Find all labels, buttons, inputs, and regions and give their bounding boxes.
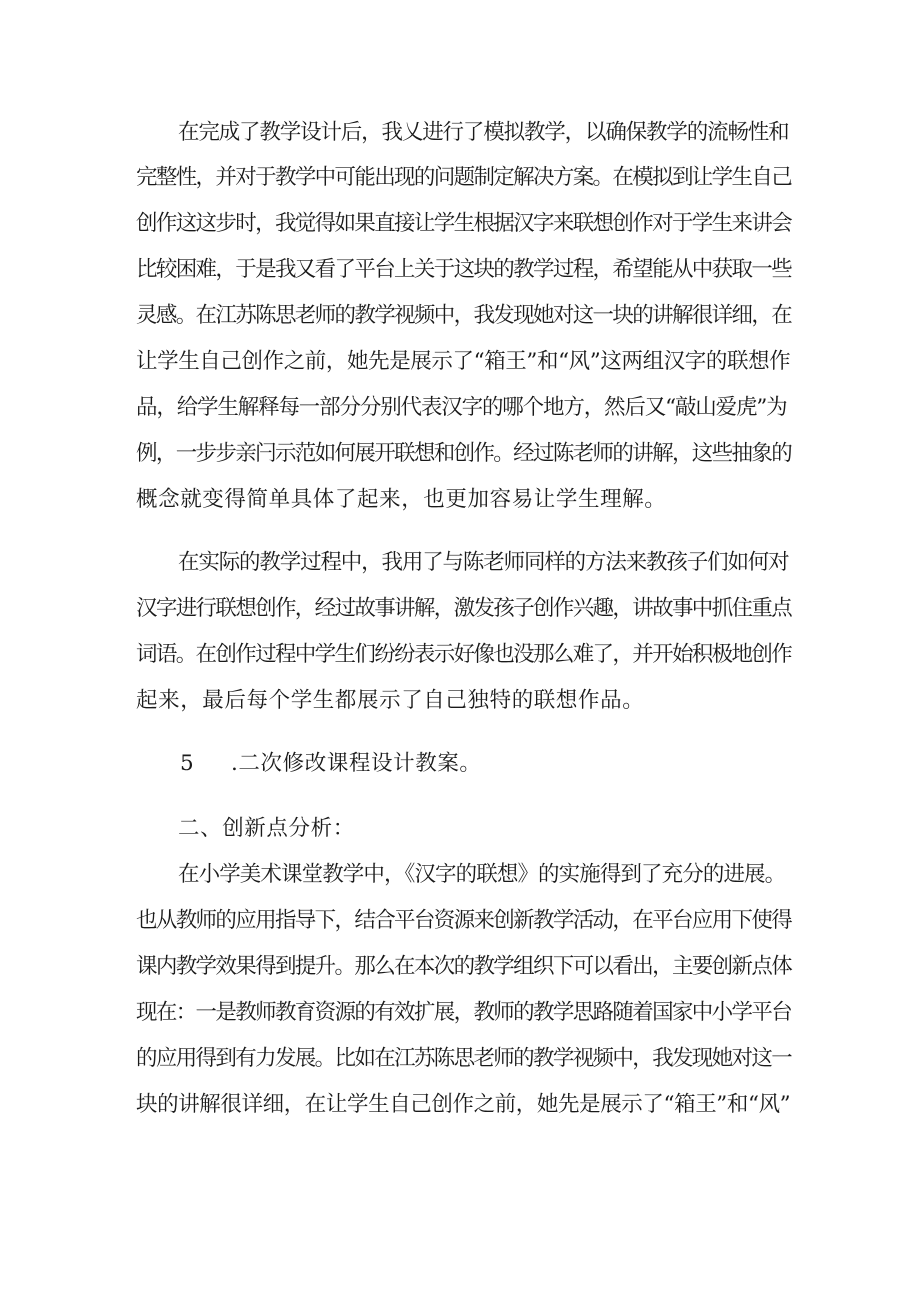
paragraph-2-line-2: 汉字进行联想创作，经过故事讲解，激发孩子创作兴趣，讲故事中抓住重点 — [136, 596, 792, 621]
section-heading: 二、创新点分析： — [178, 816, 355, 841]
section-2-line-6: 块的讲解很详细，在让学生自己创作之前，她先是展示了“箱王”和“风” — [136, 1092, 791, 1117]
step-text: .二次修改课程设计教案。 — [231, 751, 482, 776]
paragraph-1-line-7: 品，给学生解释每一部分分别代表汉字的哪个地方，然后又“敲山爱虎”为 — [136, 395, 787, 420]
paragraph-2-line-3: 词语。在创作过程中学生们纷纷表示好像也没那么难了，并开始积极地创作 — [136, 642, 792, 667]
paragraph-1-line-3: 创作这这步时，我觉得如果直接让学生根据汉字来联想创作对于学生来讲会 — [136, 211, 792, 236]
section-2-line-1: 在小学美术课堂教学中，《汉字的联想》的实施得到了充分的进展。 — [178, 862, 786, 887]
paragraph-1-line-5: 灵感。在江苏陈思老师的教学视频中，我发现她对这一块的讲解很详细，在 — [136, 303, 792, 328]
paragraph-1-line-4: 比较困难，于是我又看了平台上关于这块的教学过程，希望能从中获取一些 — [136, 257, 792, 282]
section-2-line-4: 现在：一是教师教育资源的有效扩展，教师的教学思路随着国家中小学平台 — [136, 1000, 792, 1025]
paragraph-1-line-8: 例，一步步亲闩示范如何展开联想和创作。经过陈老师的讲解，这些抽象的 — [136, 441, 792, 466]
paragraph-1-line-6: 让学生自己创作之前，她先是展示了“箱王”和“风”这两组汉字的联想作 — [136, 349, 791, 374]
step-number: 5 — [180, 751, 194, 776]
paragraph-1-line-2: 完整性，并对于教学中可能出现的问题制定解决方案。在模拟到让学生自己 — [136, 165, 792, 190]
section-2-line-2: 也从教师的应用指导下，结合平台资源来创新教学活动，在平台应用下使得 — [136, 908, 792, 933]
paragraph-2-line-4: 起来，最后每个学生都展示了自己独特的联想作品。 — [136, 688, 645, 713]
paragraph-1-line-9: 概念就变得简单具体了起来，也更加容易让学生理解。 — [136, 487, 667, 512]
section-2-line-3: 课内教学效果得到提升。那么在本次的教学组织下可以看出，主要创新点体 — [136, 954, 792, 979]
section-2-line-5: 的应用得到有力发展。比如在江苏陈思老师的教学视频中，我发现她对这一 — [136, 1046, 792, 1071]
paragraph-2-line-1: 在实际的教学过程中，我用了与陈老师同样的方法来教孩子们如何对 — [178, 550, 789, 575]
paragraph-1-line-1: 在完成了教学设计后，我乂进行了模拟教学，以确保教学的流畅性和 — [178, 120, 789, 145]
